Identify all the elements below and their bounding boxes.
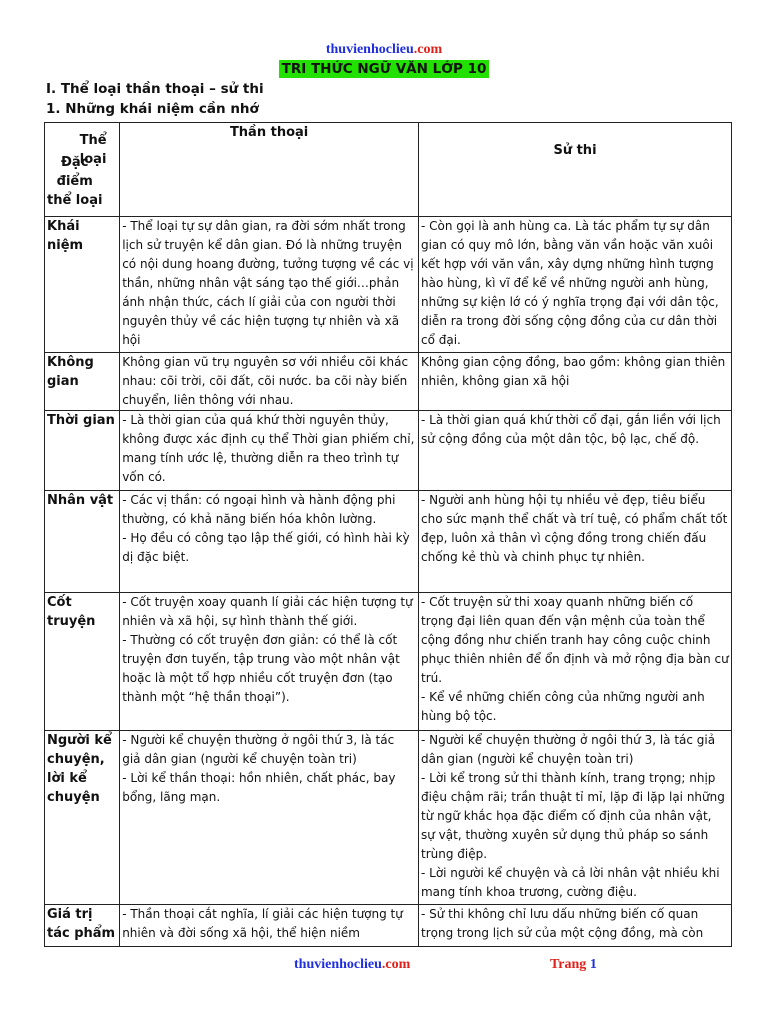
cell-su-thi: - Là thời gian quá khứ thời cổ đại, gắn liền với lịch sử cộng đồng của một dân tộc, bộ lạc, chế độ. xyxy=(418,411,731,491)
table-row xyxy=(45,593,732,731)
page-number-value: 1 xyxy=(589,957,597,972)
table-row xyxy=(45,905,732,947)
row-label: Thời gian xyxy=(45,411,120,491)
cell-su-thi: - Người kể chuyện thường ở ngôi thứ 3, là tác giả dân gian (người kể chuyện toàn tri) - Lời kể trong sử thi thành kính, trang trọng; nhịp điệu chậm rãi; trần thuật tỉ mỉ, lặp đi lặp lại những từ ngữ khắc họa đặc điểm cố định của nhân vật, sự vật, thường xuyên sử dụng thủ pháp so sánh trùng điệp. - Lời người kể chuyện và cả lời nhân vật nhiều khi mang tính khoa trương, cường điệu. xyxy=(418,731,731,905)
corner-top-label: Thể loại xyxy=(79,133,107,167)
comparison-table xyxy=(44,122,732,947)
cell-than-thoai: - Là thời gian của quá khứ thời nguyên thủy, không được xác định cụ thể Thời gian phiếm chỉ, mang tính ước lệ, thường diễn ra theo trình tự vốn có. xyxy=(120,411,419,491)
footer-site-tld: .com xyxy=(381,957,411,972)
row-label: Giá trị tác phẩm xyxy=(45,905,120,947)
cell-than-thoai: - Người kể chuyện thường ở ngôi thứ 3, là tác giả dân gian (người kể chuyện toàn tri) - Lời kể thần thoại: hồn nhiên, chất phác, bay bổng, lãng mạn. xyxy=(120,731,419,905)
table-row xyxy=(45,353,732,411)
table-row xyxy=(45,217,732,353)
table-header-row xyxy=(45,123,732,217)
site-footer xyxy=(294,957,410,973)
table-row xyxy=(45,731,732,905)
row-label: Khái niệm xyxy=(45,217,120,353)
document-title-text: TRI THỨC NGỮ VĂN LỚP 10 xyxy=(279,60,490,78)
cell-su-thi: - Người anh hùng hội tụ nhiều vẻ đẹp, tiêu biểu cho sức mạnh thể chất và trí tuệ, có phẩm chất tốt đẹp, luôn xả thân vì cộng đồng trong chiến đấu chống kẻ thù và chinh phục tự nhiên. xyxy=(418,491,731,593)
section-heading-1: I. Thể loại thần thoại – sử thi xyxy=(46,81,264,97)
cell-than-thoai: - Thể loại tự sự dân gian, ra đời sớm nhất trong lịch sử truyện kể dân gian. Đó là những truyện có nội dung hoang đường, tưởng tượng về các vị thần, những nhân vật sáng tạo thế giới…phản ánh nhận thức, cách lí giải của con người thời nguyên thủy về các hiện tượng tự nhiên và xã hội xyxy=(120,217,419,353)
table-row xyxy=(45,411,732,491)
cell-than-thoai: - Các vị thần: có ngoại hình và hành động phi thường, có khả năng biến hóa khôn lường. - Họ đều có công tạo lập thế giới, có hình hài kỳ dị đặc biệt. xyxy=(120,491,419,593)
section-heading-2: 1. Những khái niệm cần nhớ xyxy=(46,101,259,117)
cell-su-thi: Không gian cộng đồng, bao gồm: không gian thiên nhiên, không gian xã hội xyxy=(418,353,731,411)
corner-header-cell xyxy=(45,123,120,217)
cell-su-thi: - Cốt truyện sử thi xoay quanh những biến cố trọng đại liên quan đến vận mệnh của toàn thể cộng đồng như chiến tranh hay công cuộc chinh phục thiên nhiên để ổn định và mở rộng địa bàn cư trú. - Kể về những chiến công của những người anh hùng bộ tộc. xyxy=(418,593,731,731)
site-tld: .com xyxy=(413,42,443,57)
column-header-su-thi: Sử thi xyxy=(418,123,731,217)
column-header-than-thoai: Thần thoại xyxy=(120,123,419,217)
table-row xyxy=(45,491,732,593)
row-label: Người kể chuyện, lời kể chuyện xyxy=(45,731,120,905)
row-label: Nhân vật xyxy=(45,491,120,593)
row-label: Không gian xyxy=(45,353,120,411)
document-title xyxy=(0,60,768,78)
site-header xyxy=(0,42,768,58)
cell-than-thoai: - Thần thoại cắt nghĩa, lí giải các hiện tượng tự nhiên và đời sống xã hội, thể hiện niềm xyxy=(120,905,419,947)
page-word: Trang xyxy=(550,957,587,972)
site-name: thuvienhoclieu xyxy=(325,42,414,57)
cell-su-thi: - Còn gọi là anh hùng ca. Là tác phẩm tự sự dân gian có quy mô lớn, bằng văn vần hoặc văn xuôi kết hợp với văn vần, xây dựng những hình tượng hào hùng, kì vĩ để kể về những người anh hùng, những sự kiện lớ có ý nghĩa trọng đại với dân tộc, diễn ra trong đời sống cộng đồng của cư dân thời cổ đại. xyxy=(418,217,731,353)
row-label: Cốt truyện xyxy=(45,593,120,731)
cell-than-thoai: - Cốt truyện xoay quanh lí giải các hiện tượng tự nhiên và xã hội, sự hình thành thế giới. - Thường có cốt truyện đơn giản: có thể là cốt truyện đơn tuyến, tập trung vào một nhân vật hoặc là một tổ hợp nhiều cốt truyện đơn (tạo thành một “hệ thần thoại”). xyxy=(120,593,419,731)
footer-site-name: thuvienhoclieu xyxy=(294,957,382,972)
cell-than-thoai: Không gian vũ trụ nguyên sơ với nhiều cõi khác nhau: cõi trời, cõi đất, cõi nước. ba cõi này biến chuyển, liên thông với nhau. xyxy=(120,353,419,411)
page-number xyxy=(550,957,597,973)
corner-left-label: Đặc điểm thể loại xyxy=(47,155,103,208)
cell-su-thi: - Sử thi không chỉ lưu dấu những biến cố quan trọng trong lịch sử của một cộng đồng, mà còn xyxy=(418,905,731,947)
